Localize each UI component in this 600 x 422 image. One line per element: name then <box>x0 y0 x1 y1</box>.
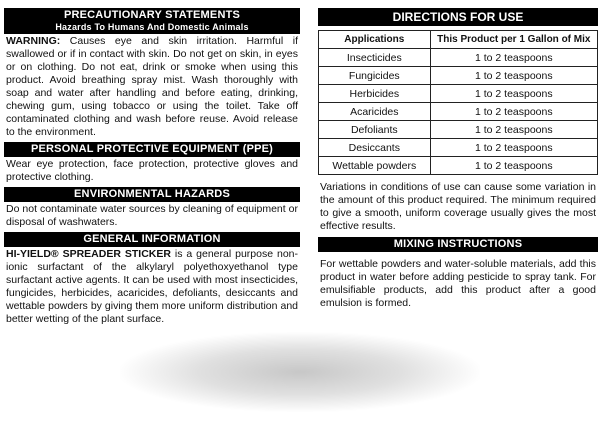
row-application: Defoliants <box>319 121 431 139</box>
left-column <box>4 8 300 329</box>
right-column <box>318 8 598 314</box>
row-application: Herbicides <box>319 85 431 103</box>
table-row <box>319 139 598 157</box>
directions-note: Variations in conditions of use can cause some variation in the amount of this product required. The minimum required to give a smooth, uniform coverage usually gives the most effective results. <box>320 181 596 232</box>
directions-header: DIRECTIONS FOR USE <box>318 8 598 26</box>
row-amount: 1 to 2 teaspoons <box>430 85 597 103</box>
row-amount: 1 to 2 teaspoons <box>430 121 597 139</box>
warning-label: WARNING: <box>6 35 61 47</box>
general-text: is a general purpose non-ionic surfactant of the alkylaryl polyethoxyethanol type surfactant active agents. It can be used with most insecticides, fungicides, herbicides, acaricides, defoliants, desiccants and wettable powders by giving them more uniform distribution and better wetting of the plant surface. <box>6 248 299 325</box>
label-shadow <box>120 332 480 412</box>
directions-table <box>318 30 598 175</box>
col-applications: Applications <box>319 31 431 49</box>
environmental-header: ENVIRONMENTAL HAZARDS <box>4 187 300 202</box>
row-amount: 1 to 2 teaspoons <box>430 157 597 175</box>
row-amount: 1 to 2 teaspoons <box>430 67 597 85</box>
precautions-header <box>4 8 300 34</box>
row-amount: 1 to 2 teaspoons <box>430 49 597 67</box>
row-application: Acaricides <box>319 103 431 121</box>
col-amount: This Product per 1 Gallon of Mix <box>430 31 597 49</box>
row-amount: 1 to 2 teaspoons <box>430 103 597 121</box>
general-paragraph <box>6 248 298 326</box>
mixing-header: MIXING INSTRUCTIONS <box>318 237 598 252</box>
table-header-row <box>319 31 598 49</box>
mixing-text: For wettable powders and water-soluble materials, add this product in water before adding pesticide to spray tank. For emulsifiable products, add this product after a good emulsion is formed. <box>320 258 596 309</box>
row-application: Fungicides <box>319 67 431 85</box>
row-application: Desiccants <box>319 139 431 157</box>
warning-paragraph <box>6 35 298 139</box>
table-row <box>319 157 598 175</box>
general-header: GENERAL INFORMATION <box>4 232 300 247</box>
precautions-title: PRECAUTIONARY STATEMENTS <box>63 9 241 21</box>
warning-text: Causes eye and skin irritation. Harmful if swallowed or if in contact with skin. Do not get on skin, in eyes or on clothing. Do not eat, drink or smoke when using this product. Avoid breathing spray mist. Wash thoroughly with soap and water after handling and before eating, drinking, chewing gum, using tobacco or using the toilet. Take off contaminated clothing and wash before reuse. Avoid release to the environment. <box>6 35 298 138</box>
table-row <box>319 103 598 121</box>
table-row <box>319 85 598 103</box>
ppe-text: Wear eye protection, face protection, protective gloves and protective clothing. <box>6 158 298 183</box>
table-row <box>319 49 598 67</box>
precautions-subtitle: Hazards To Humans And Domestic Animals <box>55 22 249 32</box>
table-row <box>319 121 598 139</box>
row-amount: 1 to 2 teaspoons <box>430 139 597 157</box>
row-application: Wettable powders <box>319 157 431 175</box>
environmental-text: Do not contaminate water sources by cleaning of equipment or disposal of washwaters. <box>6 203 298 228</box>
ppe-header: PERSONAL PROTECTIVE EQUIPMENT (PPE) <box>4 142 300 157</box>
table-row <box>319 67 598 85</box>
brand-name: HI-YIELD® SPREADER STICKER <box>6 248 171 260</box>
row-application: Insecticides <box>319 49 431 67</box>
